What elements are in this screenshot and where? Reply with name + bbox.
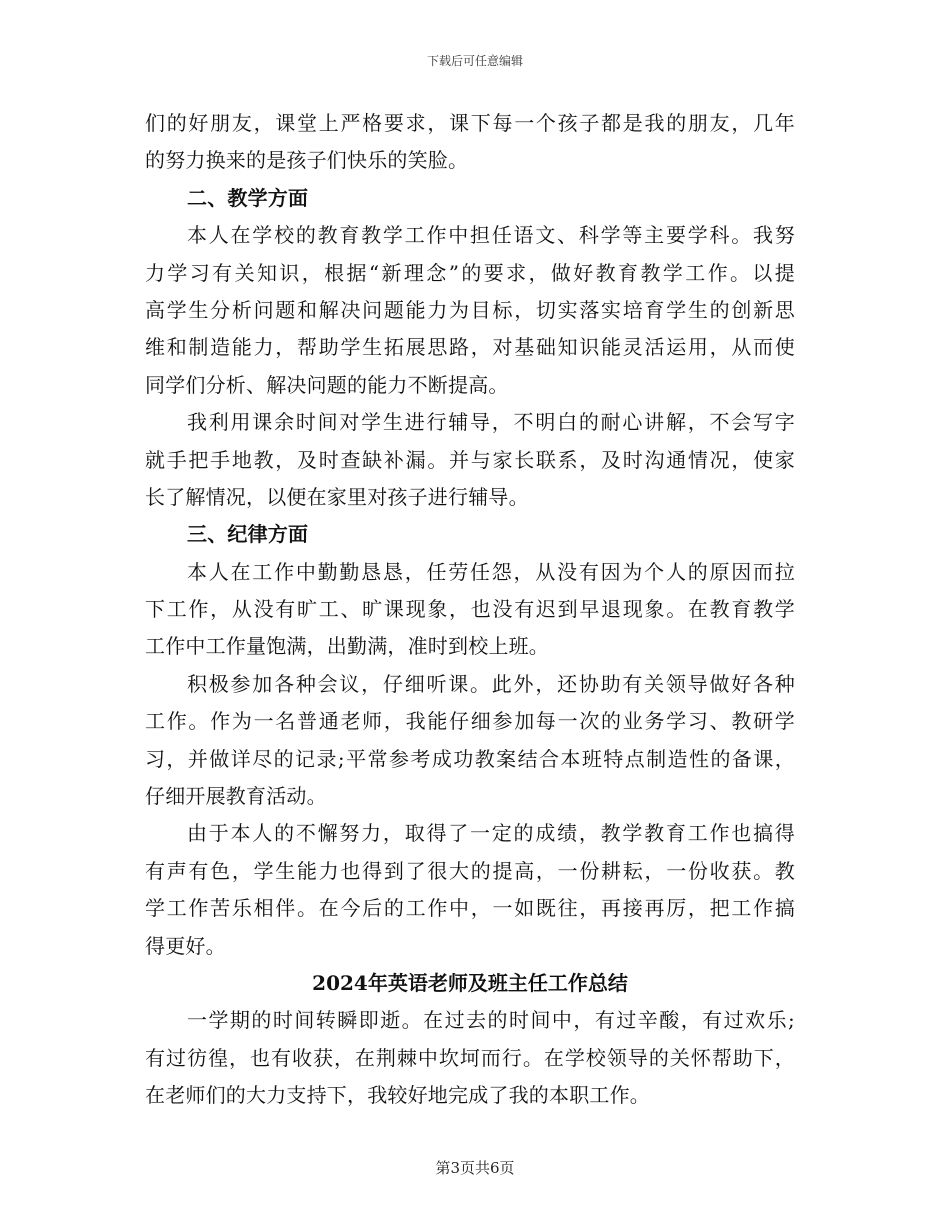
page-footer: 第3页共6页: [435, 1159, 515, 1177]
paragraph-line: 在老师们的大力支持下，我较好地完成了我的本职工作。: [145, 1083, 650, 1108]
paragraph-line: 同学们分析、解决问题的能力不断提高。: [145, 372, 509, 397]
paragraph-line: 仔细开展教育活动。: [145, 784, 327, 809]
paragraph-line: 我利用课余时间对学生进行辅导，不明白的耐心讲解，不会写字: [187, 410, 795, 435]
paragraph-line: 得更好。: [145, 933, 226, 958]
paragraph-line: 就手把手地教，及时查缺补漏。并与家长联系，及时沟通情况，使家: [145, 447, 795, 472]
paragraph-line: 维和制造能力，帮助学生拓展思路，对基础知识能灵活运用，从而使: [145, 335, 795, 360]
paragraph-line: 习，并做详尽的记录;平常参考成功教案结合本班特点制造性的备课，: [145, 746, 795, 771]
paragraph-line: 积极参加各种会议，仔细听课。此外，还协助有关领导做好各种: [187, 671, 795, 696]
paragraph-line: 学工作苦乐相伴。在今后的工作中，一如既往，再接再厉，把工作搞: [145, 896, 795, 921]
paragraph-line: 们的好朋友，课堂上严格要求，课下每一个孩子都是我的朋友，几年: [145, 111, 795, 135]
paragraph-line: 的努力换来的是孩子们快乐的笑脸。: [145, 148, 469, 173]
paragraph-line: 高学生分析问题和解决问题能力为目标，切实落实培育学生的创新思: [145, 297, 795, 322]
document-title: 2024年英语老师及班主任工作总结: [312, 970, 628, 995]
paragraph-line: 有过彷徨，也有收获，在荆棘中坎坷而行。在学校领导的关怀帮助下，: [145, 1045, 795, 1070]
document-body: [145, 105, 795, 1115]
paragraph-line: 本人在学校的教育教学工作中担任语文、科学等主要学科。我努: [187, 223, 795, 248]
paragraph-line: 下工作，从没有旷工、旷课现象，也没有迟到早退现象。在教育教学: [145, 597, 795, 622]
paragraph-line: 一学期的时间转瞬即逝。在过去的时间中，有过辛酸，有过欢乐;: [187, 1008, 795, 1033]
paragraph-line: 有声有色，学生能力也得到了很大的提高，一份耕耘，一份收获。教: [145, 858, 795, 883]
paragraph-line: 工作。作为一名普通老师，我能仔细参加每一次的业务学习、教研学: [145, 709, 795, 734]
page-header: 下载后可任意编辑: [426, 54, 523, 68]
paragraph-line: 由于本人的不懈努力，取得了一定的成绩，教学教育工作也搞得: [187, 821, 795, 846]
paragraph-line: 力学习有关知识，根据“新理念”的要求，做好教育教学工作。以提: [145, 260, 795, 285]
section-heading: 二、教学方面: [187, 185, 309, 210]
paragraph-line: 本人在工作中勤勤恳恳，任劳任怨，从没有因为个人的原因而拉: [187, 559, 795, 584]
paragraph-line: 工作中工作量饱满，出勤满，准时到校上班。: [145, 634, 549, 659]
section-heading: 三、纪律方面: [187, 522, 309, 547]
paragraph-line: 长了解情况，以便在家里对孩子进行辅导。: [145, 484, 529, 509]
